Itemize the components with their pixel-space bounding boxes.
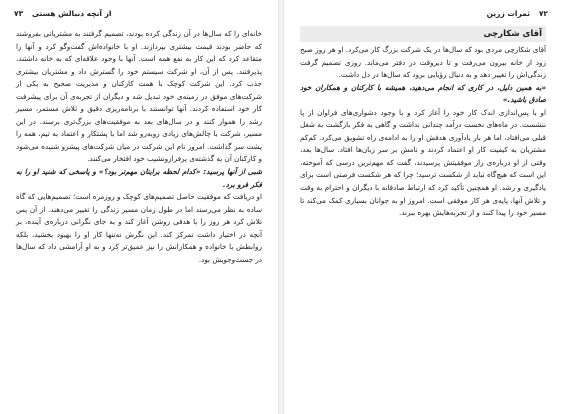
- left-page-body: [16, 28, 262, 404]
- running-title: از آنچه دنبالش هستی: [32, 9, 112, 18]
- paragraph: خانه‌ای را که سال‌ها در آن زندگی کرده بودند، تصمیم گرفتند به مشتریانی بفروشند که حاضر بودند قیمت بیشتری بپردازند. او با خانواده‌اش گفت‌وگو کرد و آنها را متقاعد کرد که این کار به نفع همه است. آنها با وجود علاقه‌ای که به خانه داشتند، پذیرفتند. پس از آن، او شرکت سیستم خود را گسترش داد و مشتریان بیشتری جذب کرد. این شرکت کوچک با همت کارکنان و مدیریت صحیح به یکی از شرکت‌های موفق در زمینه‌ی خود تبدیل شد و دیگران از تجربه‌ی آن برای پیشرفت کار خود استفاده کردند. آنها توانستند با برنامه‌ریزی دقیق و تلاش مستمر، مسیر رشد را هموار کنند و در سال‌های بعد به موفقیت‌های بزرگ‌تری برسند. در این مسیر، شرکت با چالش‌های زیادی روبه‌رو شد اما با پشتکار و اعتماد به تیم، همه را پشت سر گذاشت. امروز نام این شرکت در میان شرکت‌های پیشرو شنیده می‌شود و کارکنان آن به گذشته‌ی پرفرازونشیب خود افتخار می‌کنند.: [16, 29, 262, 164]
- paragraph: آقای شکارچی مردی بود که سال‌ها در یک شرکت بزرگ کار می‌کرد. او هر روز صبح زود از خانه بیرون می‌رفت و تا دیروقت در دفتر می‌ماند. روزی تصمیم گرفت زندگی‌اش را تغییر دهد و به دنبال رؤیایی برود که سال‌ها در دل داشت.: [300, 45, 546, 80]
- page-number: ۷۲: [538, 9, 548, 18]
- right-page-header: [298, 9, 548, 21]
- left-page: [0, 0, 278, 414]
- right-page: [284, 0, 562, 414]
- paragraph: «به همین دلیل، در کاری که انجام می‌دهید، همیشه با کارکنان و همکاران خود صادق باشید.»: [300, 82, 546, 105]
- section-title: آقای شکارچی: [300, 26, 546, 42]
- paragraph: شبی از آنها پرسید: «کدام لحظه برایتان مهم‌تر بود؟» و پاسخی که شنید او را به فکر فرو برد.: [16, 167, 262, 189]
- paragraph: او دریافت که موفقیت حاصل تصمیم‌های کوچک و روزمره است؛ تصمیم‌هایی که گاه ساده به نظر می‌رسند اما در طول زمان مسیر زندگی را تغییر می‌دهند. از آن پس تلاش کرد هر روز را با هدفی روشن آغاز کند و به جای نگرانی درباره‌ی آینده، بر آنچه در اختیار داشت تمرکز کند. این نگرش نه‌تنها کار او را بهبود بخشید، بلکه روابطش با خانواده و همکارانش را نیز عمیق‌تر کرد و به او آرامشی داد که سال‌ها در جست‌وجویش بود.: [16, 192, 262, 264]
- running-title: ثمرات زرین: [486, 9, 530, 18]
- right-page-body: [300, 26, 546, 404]
- left-page-header: [14, 9, 264, 21]
- page-number: ۷۳: [14, 9, 24, 18]
- paragraph: او با پس‌اندازی اندک کار خود را آغاز کرد و با وجود دشواری‌های فراوان از پا ننشست. در ماه‌های نخست درآمد چندانی نداشت و گاهی به فکر بازگشت به شغل قبلی می‌افتاد، اما هر بار یادآوری هدفش او را به ادامه‌ی راه تشویق می‌کرد. کم‌کم مشتریان به کیفیت کار او اعتماد کردند و نامش بر سر زبان‌ها افتاد. سال‌ها بعد، وقتی از او درباره‌ی راز موفقیتش پرسیدند، گفت که مهم‌ترین درسی که آموخته، این است که هیچ‌گاه نباید از شکست ترسید؛ چرا که هر شکست فرصتی است برای یادگیری و رشد. او همچنین تأکید کرد که ارتباط صادقانه با دیگران و احترام به وقت و تلاش آنها، پایه‌ی هر کار موفقی است. امروز او به جوانان بسیاری کمک می‌کند تا مسیر خود را پیدا کنند و از تجربه‌هایش بهره ببرند.: [300, 107, 546, 218]
